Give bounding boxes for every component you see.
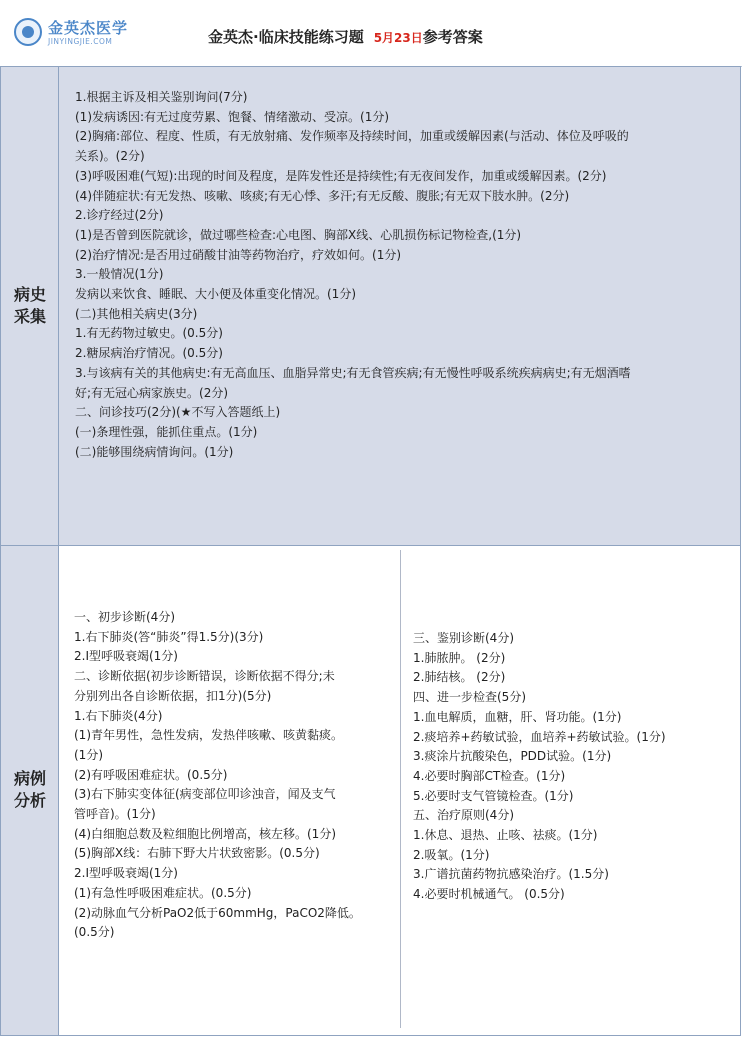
content-line: 3.广谱抗菌药物抗感染治疗。(1.5分) [413, 867, 609, 882]
content-line: 四、进一步检查(5分) [413, 690, 526, 705]
case-analysis-row [1, 546, 740, 1035]
content-line: 1.肺脓肿。 (2分) [413, 650, 506, 665]
content-line: (二)能够围绕病情询问。(1分) [75, 444, 234, 459]
content-line: 2.痰培养+药敏试验，血培养+药敏试验。(1分) [413, 729, 666, 744]
content-line: (2)动脉血气分析PaO2低于60mmHg，PaCO2降低。 [74, 905, 361, 920]
page-title [208, 26, 483, 47]
answer-table [0, 66, 741, 1036]
content-line: 1.右下肺炎(答“肺炎”得1.5分)(3分) [74, 629, 264, 644]
content-line: (1)有急性呼吸困难症状。(0.5分) [74, 885, 252, 900]
logo-name: 金英杰医学 [48, 19, 129, 37]
content-line: (0.5分) [74, 925, 115, 940]
content-line: (4)伴随症状:有无发热、咳嗽、咳痰;有无心悸、多汗;有无反酸、腹胀;有无双下肢水肿。(2分) [75, 188, 570, 203]
content-line: 关系)。(2分) [75, 149, 145, 164]
header [0, 0, 742, 67]
content-line: 1.血电解质，血糖，肝、肾功能。(1分) [413, 709, 622, 724]
content-line: (1)青年男性，急性发病，发热伴咳嗽、咳黄黏痰。 [74, 728, 343, 743]
title-date: 5月23日 [373, 31, 423, 45]
content-line: (4)白细胞总数及粒细胞比例增高，核左移。(1分) [74, 826, 336, 841]
content-line: 5.必要时支气管镜检查。(1分) [413, 788, 574, 803]
content-line: 发病以来饮食、睡眠、大小便及体重变化情况。(1分) [75, 287, 357, 302]
content-line: (二)其他相关病史(3分) [75, 306, 198, 321]
logo-circle-icon [14, 18, 42, 46]
case-analysis-left-column [74, 608, 361, 943]
content-line: (1)发病诱因:有无过度劳累、饱餐、情绪激动、受凉。(1分) [75, 109, 390, 124]
history-taking-label-line1: 病史 [13, 285, 46, 304]
case-analysis-right-column [413, 629, 666, 905]
content-line: (5)胸部X线：右肺下野大片状致密影。(0.5分) [74, 846, 320, 861]
content-line: 2.吸氧。(1分) [413, 847, 490, 862]
content-line: 2.I型呼吸衰竭(1分) [74, 866, 178, 881]
content-line: 好;有无冠心病家族史。(2分) [75, 385, 229, 400]
brand-logo [14, 14, 144, 52]
content-line: 1.根据主诉及相关鉴别询问(7分) [75, 90, 248, 104]
content-line: 4.必要时胸部CT检查。(1分) [413, 768, 566, 783]
content-line: (3)呼吸困难(气短):出现的时间及程度，是阵发性还是持续性;有无夜间发作，加重或缓解因素。(2分) [75, 168, 607, 183]
title-main: 金英杰·临床技能练习题 [208, 28, 364, 46]
content-line: 2.诊疗经过(2分) [75, 208, 164, 223]
content-line: 分别列出各自诊断依据，扣1分)(5分) [74, 688, 272, 703]
content-line: (1)是否曾到医院就诊，做过哪些检查:心电图、胸部X线、心肌损伤标记物检查,(1分) [75, 227, 522, 242]
content-line: 2.糖尿病治疗情况。(0.5分) [75, 346, 223, 361]
content-line: 管呼音)。(1分) [74, 807, 156, 822]
content-line: (一)条理性强，能抓住重点。(1分) [75, 424, 258, 439]
content-line: 三、鉴别诊断(4分) [413, 631, 514, 645]
content-line: 1.有无药物过敏史。(0.5分) [75, 326, 223, 341]
case-analysis-label-line1: 病例 [13, 769, 46, 788]
history-taking-label-line2: 采集 [13, 307, 46, 326]
content-line: (2)有呼吸困难症状。(0.5分) [74, 767, 228, 782]
content-line: 二、问诊技巧(2分)(★不写入答题纸上) [75, 405, 281, 420]
case-analysis-label-line2: 分析 [13, 791, 46, 810]
content-line: 2.肺结核。 (2分) [413, 670, 506, 685]
content-line: 4.必要时机械通气。 (0.5分) [413, 887, 565, 902]
content-line: 1.右下肺炎(4分) [74, 708, 163, 723]
content-line: 2.I型呼吸衰竭(1分) [74, 649, 178, 664]
content-line: 3.与该病有关的其他病史:有无高血压、血脂异常史;有无食管疾病;有无慢性呼吸系统疾病病史;有无烟酒嗜 [75, 365, 631, 380]
content-line: 3.一般情况(1分) [75, 267, 164, 282]
content-line: (2)胸痛:部位、程度、性质，有无放射痛、发作频率及持续时间，加重或缓解因素(与活动、体位及呼吸的 [75, 129, 629, 144]
content-line: 3.痰涂片抗酸染色，PDD试验。(1分) [413, 749, 612, 764]
history-taking-row [1, 67, 740, 546]
column-divider [400, 550, 401, 1028]
content-line: (1分) [74, 747, 103, 762]
content-line: (3)右下肺实变体征(病变部位叩诊浊音，闻及支气 [74, 787, 336, 802]
content-line: 一、初步诊断(4分) [74, 610, 175, 624]
case-analysis-label-cell [1, 546, 59, 1035]
content-line: 二、诊断依据(初步诊断错误，诊断依据不得分;未 [74, 669, 335, 684]
title-suffix: 参考答案 [422, 28, 483, 46]
content-line: 1.休息、退热、止咳、祛痰。(1分) [413, 828, 598, 843]
content-line: (2)治疗情况:是否用过硝酸甘油等药物治疗，疗效如何。(1分) [75, 247, 402, 262]
content-line: 五、治疗原则(4分) [413, 808, 514, 823]
history-taking-content [75, 88, 631, 462]
history-taking-label-cell [1, 67, 59, 545]
logo-url: JINYINGJIE.COM [48, 37, 113, 46]
